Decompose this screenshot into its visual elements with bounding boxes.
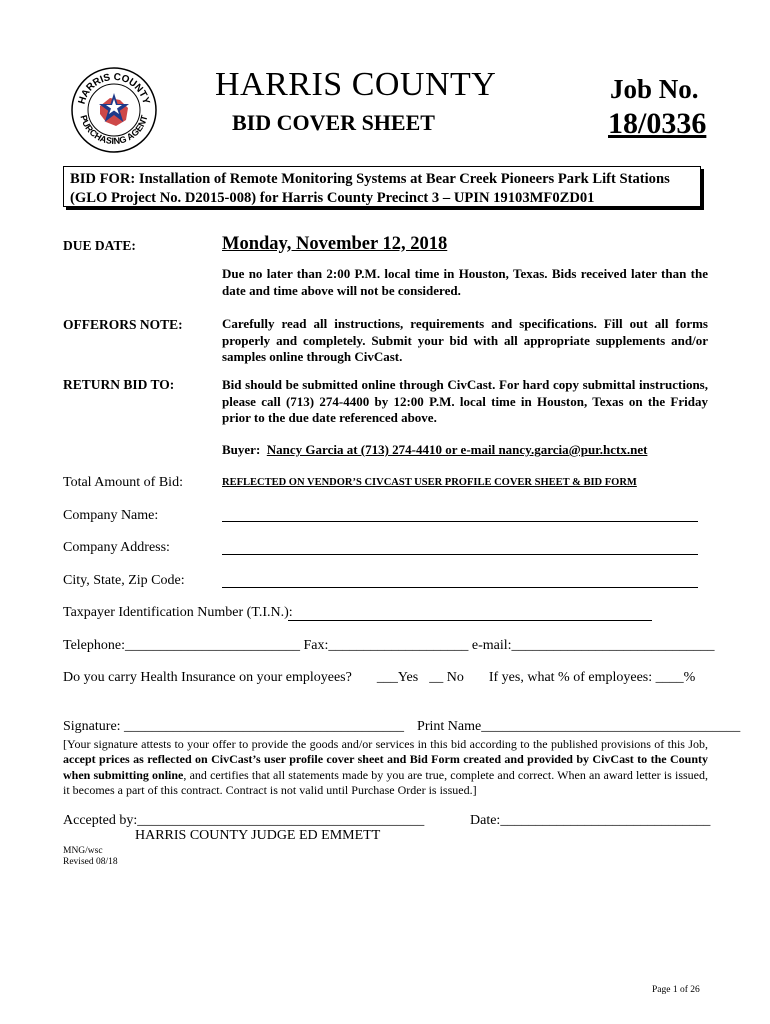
company-name-label: Company Name: (63, 508, 159, 523)
revision-note: Revised 08/18 (63, 857, 118, 867)
signature-attestation (63, 737, 708, 798)
due-date-label: DUE DATE: (63, 238, 136, 253)
bid-for-box (63, 166, 701, 207)
total-amount-label: Total Amount of Bid: (63, 475, 183, 490)
accepted-by-field[interactable]: Accepted by:_________________________________________ (63, 813, 425, 828)
initials-note: MNG/wsc (63, 846, 103, 856)
city-state-zip-label: City, State, Zip Code: (63, 573, 185, 588)
tin-field[interactable] (288, 620, 652, 621)
bid-for-line-1: BID FOR: Installation of Remote Monitoring Systems at Bear Creek Pioneers Park Lift Stations (70, 171, 670, 187)
insurance-yes-field[interactable]: ___Yes (376, 670, 419, 685)
offerors-note-text: Carefully read all instructions, requirements and specifications. Fill out all forms properly and completely. Submit your bid with all appropriate supplements and/or samples online through CivCast. (222, 316, 708, 364)
telephone-field[interactable]: Telephone:_________________________ (63, 638, 300, 653)
job-number-value: 18/0336 (608, 107, 707, 140)
total-amount-value: REFLECTED ON VENDOR’S CIVCAST USER PROFILE COVER SHEET & BID FORM (222, 477, 637, 488)
bid-for-line-2: (GLO Project No. D2015-008) for Harris County Precinct 3 – UPIN 19103MF0ZD01 (70, 190, 595, 206)
attestation-bold-text: accept prices as reflected on CivCast’s user profile cover sheet and Bid Form created and provided by CivCast to the County when submitting online (63, 752, 708, 782)
judge-name: HARRIS COUNTY JUDGE ED EMMETT (135, 828, 381, 843)
offerors-note-label: OFFERORS NOTE: (63, 317, 183, 332)
svg-text:HARRIS COUNTY: HARRIS COUNTY (76, 71, 152, 106)
insurance-percent-field[interactable]: If yes, what % of employees: ____% (488, 670, 696, 685)
contact-row (63, 638, 715, 654)
print-name-field[interactable]: Print Name_____________________________________ (417, 719, 741, 734)
health-insurance-question: Do you carry Health Insurance on your employees? (63, 670, 352, 685)
signature-row (63, 719, 740, 735)
company-address-label: Company Address: (63, 540, 170, 555)
svg-text:PURCHASING AGENT: PURCHASING AGENT (78, 114, 150, 147)
buyer-label: Buyer: (222, 442, 261, 457)
sheet-title: BID COVER SHEET (232, 110, 435, 135)
county-title: HARRIS COUNTY (215, 66, 497, 103)
attestation-text-2: , and certifies that all statements made by you are true, complete and correct. When an award letter is issued, it becomes a part of this contract. Contract is not valid until Purchase Order is issued.] (63, 767, 708, 797)
job-number-label: Job No. (610, 74, 699, 104)
fax-field[interactable]: Fax:____________________ (303, 638, 469, 653)
tin-label: Taxpayer Identification Number (T.I.N.): (63, 605, 293, 620)
return-bid-label: RETURN BID TO: (63, 377, 175, 392)
buyer-line (222, 442, 647, 458)
email-field[interactable]: e-mail:_____________________________ (471, 638, 715, 653)
harris-county-seal-logo (70, 66, 158, 154)
due-date-value: Monday, November 12, 2018 (222, 234, 448, 254)
company-address-field[interactable] (222, 554, 698, 555)
health-insurance-row (63, 670, 695, 686)
return-bid-text: Bid should be submitted online through CivCast. For hard copy submittal instructions, please call (713) 274-4400 by 12:00 P.M. local time in Houston, Texas on the Friday prior to the due date referenced above. (222, 377, 708, 425)
company-name-field[interactable] (222, 521, 698, 522)
signature-field[interactable]: Signature: ________________________________________ (63, 719, 405, 734)
buyer-contact[interactable]: Nancy Garcia at (713) 274-4410 or e-mail nancy.garcia@pur.hctx.net (266, 442, 648, 457)
city-state-zip-field[interactable] (222, 587, 698, 588)
attestation-text-1: [Your signature attests to your offer to provide the goods and/or services in this bid according to the published provisions of this Job, (63, 737, 708, 751)
page-number: Page 1 of 26 (652, 985, 700, 995)
insurance-no-field[interactable]: __ No (429, 670, 464, 685)
due-date-text: Due no later than 2:00 P.M. local time in Houston, Texas. Bids received later than the date and time above will not be considered. (222, 266, 708, 298)
date-field[interactable]: Date:______________________________ (470, 813, 711, 828)
